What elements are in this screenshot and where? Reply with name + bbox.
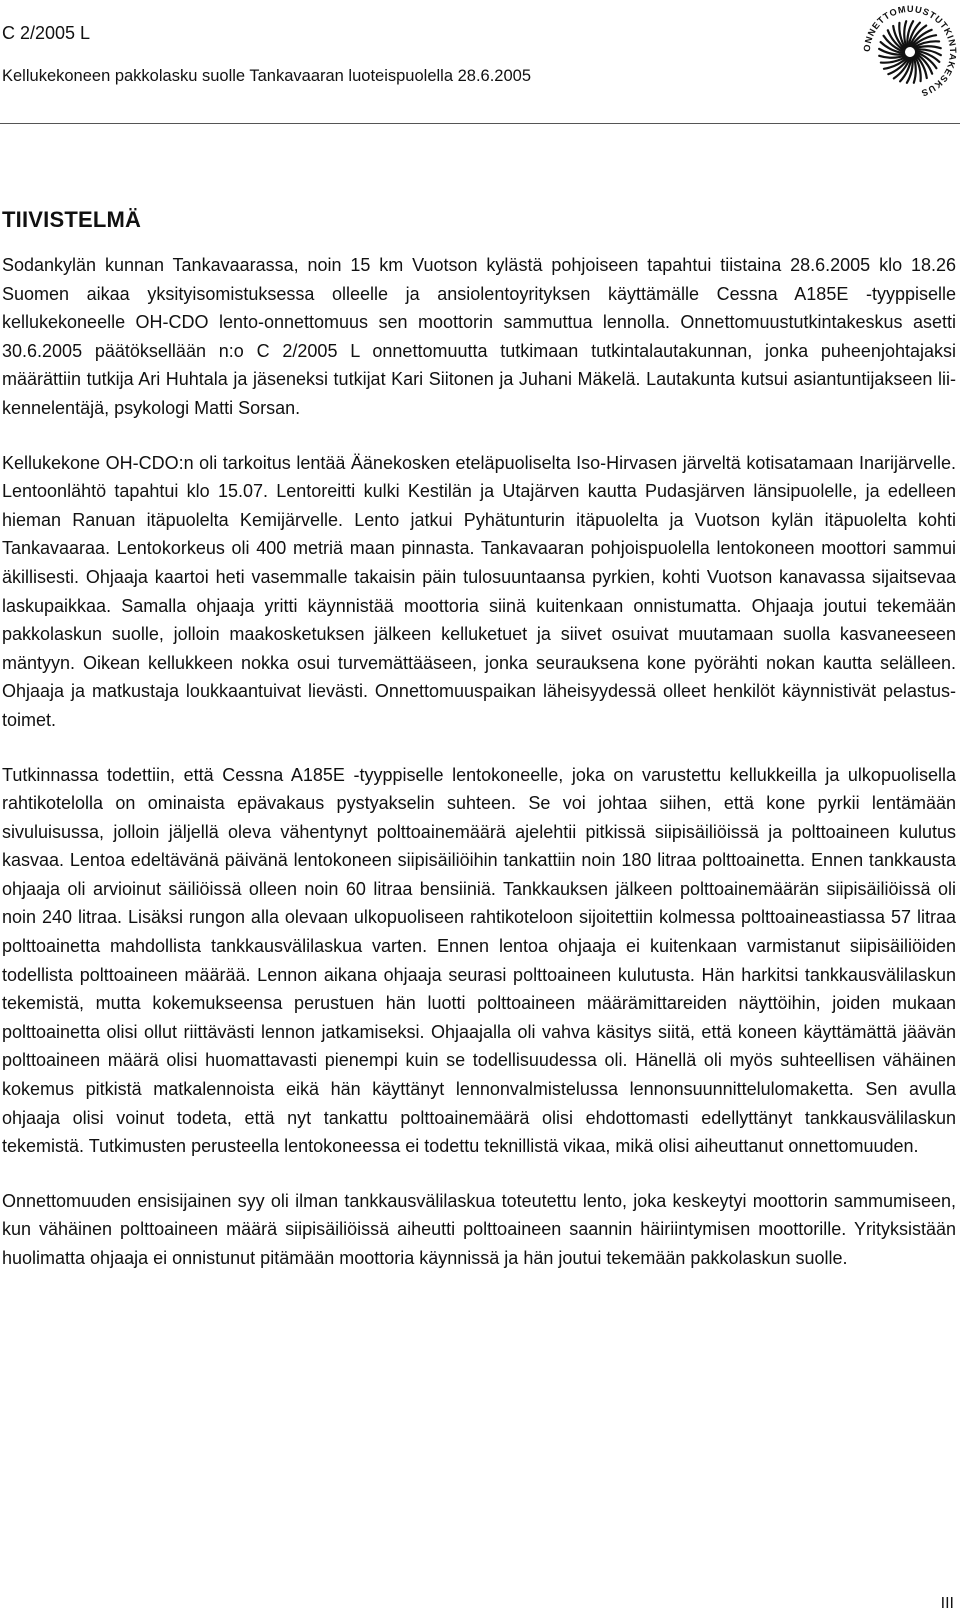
logo-ray (914, 57, 916, 83)
summary-paragraph-3: Tutkinnassa todettiin, että Cessna A185E -tyyppiselle lentokoneelle, joka on varustettu kellukkeilla ja ulkopuolisella rahtikotelolla on ominaista epävakaus pystyakselin suhteen. Se voi johtaa siihen, että kone pyrkii lentämään sivuluisussa, jolloin jäljellä oleva vähentynyt polttoainemäärä ajelehtii pitkissä siipisäiliöissä ja polttoaineen kulutus kasvaa. Lentoa edeltävänä päivänä lentokoneen siipisäiliöihin tankattiin noin 180 litraa polttoainetta. Ennen tankkausta ohjaaja oli arvioinut säiliöissä olleen noin 60 litraa bensiiniä. Tankkauksen jälkeen polttoainemäärän siipisäiliöissä oli noin 240 litraa. Lisäksi rungon alla olevaan ulkopuoliseen rahtikoteloon sijoitettiin kolmessa polttoaineastiassa 57 litraa polttoainetta mahdollista tankkausvälilaskua varten. Ennen lentoa ohjaaja ei kuitenkaan varmistanut siipisäiliöiden todellista polttoaineen määrää. Lennon aikana ohjaaja seurasi polttoaineen kulutusta. Hän harkitsi tankkausvälilaskun tekemistä, mutta kokemukseensa perustuen hän luotti polttoaineen määrämittareiden näyttöihin, joiden mukaan polttoainetta olisi ollut riittävästi lennon jatkamiseksi. Ohjaajalla oli vahva käsitys siitä, että koneen käyttämättä jäävän polttoaineen määrä olisi huomattavasti pienempi kuin se todellisuudessa oli. Hänellä oli myös suhteellisen vähäinen kokemus pitkistä matkalennoista eikä hän käyttänyt lennonvalmistelussa lennonsuunnittelulomaketta. Sen avulla ohjaaja olisi voinut todeta, että nyt tankattu polttoainemäärä olisi ehdottomasti edellyttänyt tankkausvälilaskun tekemistä. Tutkimusten perusteella lentokoneessa ei todettu teknillistä vikaa, mikä olisi aiheuttanut onnettomuuden. (2, 764, 956, 1157)
page-number: III (940, 1595, 954, 1612)
summary-paragraph-1: Sodankylän kunnan Tankavaarassa, noin 15 km Vuotson kylästä pohjoiseen tapahtui tiistaina 28.6.2005 klo 18.26 Suomen aikaa yksityisomistuksessa olleelle ja ansiolentoyrityksen käyttämälle Cessna A185E -tyyppiselle kellukekoneelle OH-CDO lento-onnettomuus sen moottorin sammuttua lennolla. Onnettomuustutkintakeskus asetti 30.6.2005 päätöksellään n:o C 2/2005 L onnettomuutta tutkimaan tutkintalautakunnan, jonka puheenjohtajaksi määrättiin tutkija Ari Huhtala ja jäseneksi tutkijat Kari Siitonen ja Juhani Mäkelä. Lautakunta kutsui asiantuntijakseen liikennelentäjä, psykologi Matti Sorsan. (2, 255, 956, 418)
summary-section (2, 205, 956, 1299)
page-header (0, 0, 960, 126)
section-title: TIIVISTELMÄ (2, 207, 142, 232)
onnettomuustutkintakeskus-logo (860, 2, 960, 102)
logo-ring-text: ONNETTOMUUSTUTKINTAKESKUS (861, 3, 959, 99)
logo-ray (879, 56, 905, 58)
summary-paragraph-2: Kellukekone OH-CDO:n oli tarkoitus lentää Äänekosken eteläpuoliselta Iso-Hirvasen järveltä kotisatamaan Inarijärvelle. Lentoonlähtö tapahtui klo 15.07. Lentoreitti kulki Kestilän ja Utajärven kautta Pudasjärven länsipuolelle, ja edelleen hieman Ranuan itäpuolelta Kemijärvelle. Lento jatkui Pyhätunturin itäpuolelta ja Vuotson kylän itäpuolelta kohti Tankavaaraa. Lentokorkeus oli 400 metriä maan pinnasta. Tankavaaran pohjoispuolella lentokoneen moottori sammui äkillisesti. Ohjaaja kaartoi heti vasemmalle takaisin päin tulosuuntaansa pyrkien, kohti Vuotson kanavassa sijaitsevaa laskupaikkaa. Samalla ohjaaja yritti käynnistää moottoria siinä kuitenkaan onnistumatta. Ohjaaja joutui tekemään pakkolaskun suolle, jolloin maakosketuksen jälkeen kelluketuet ja siivet osuivat muutamaan suolla kasvaneeseen mäntyyn. Oikean kellukkeen nokka osui turvemättääseen, jonka seurauksena kone pyörähti nokan kautta selälleen. Ohjaaja ja matkustaja loukkaantuivat lievästi. Onnettomuuspaikan läheisyydessä olleet henkilöt käynnistivät pelastustoimet. (2, 452, 956, 730)
header-divider (0, 123, 960, 124)
report-title: Kellukekoneen pakkolasku suolle Tankavaaran luoteispuolella 28.6.2005 (2, 67, 531, 85)
logo-ray (915, 46, 941, 48)
summary-paragraph-4: Onnettomuuden ensisijainen syy oli ilman tankkausvälilaskua toteutettu lento, joka keskeytyi moottorin sammumiseen, kun vähäinen polttoaineen määrä siipisäiliöissä aiheutti polttoaineen saannin häiriintymisen moottorille. Yrityksistään huolimatta ohjaaja ei onnistunut pitämään moottoria käynnissä ja hän joutui tekemään pakkolaskun suolle. (2, 1190, 956, 1268)
report-code: C 2/2005 L (2, 23, 91, 43)
logo-ray (904, 21, 906, 47)
